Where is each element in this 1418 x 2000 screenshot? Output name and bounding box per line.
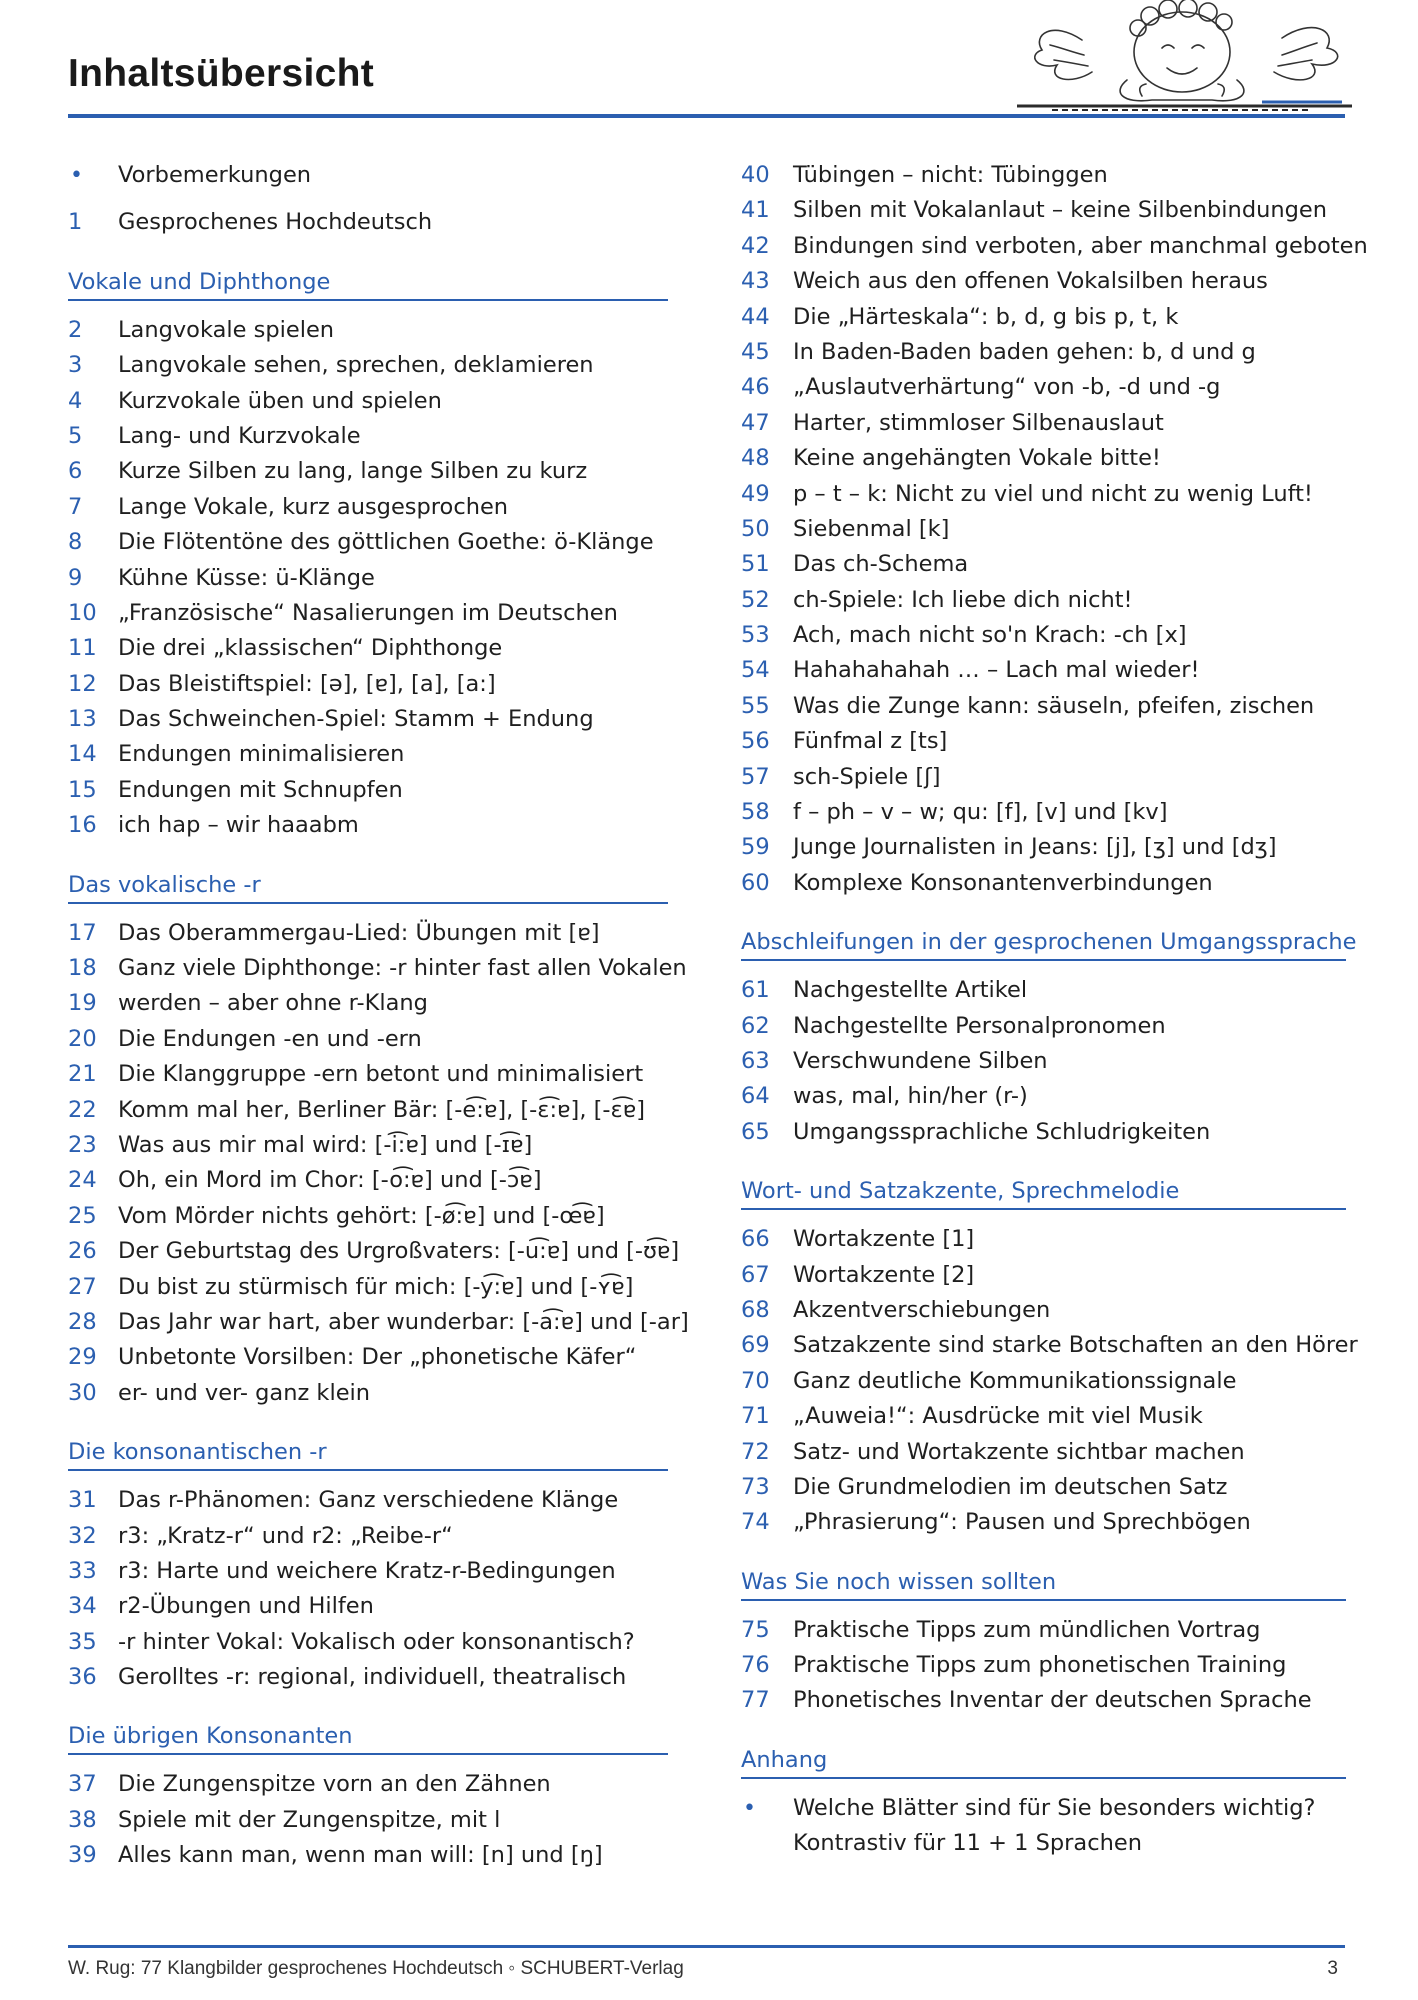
toc-entry-title: ich hap – wir haaabm bbox=[118, 812, 359, 839]
toc-entry[interactable] bbox=[741, 1648, 1346, 1683]
toc-entry-number: 50 bbox=[741, 515, 770, 542]
toc-entry-title: Satzakzente sind starke Botschaften an den Hörer bbox=[793, 1332, 1358, 1359]
toc-entry[interactable] bbox=[68, 667, 668, 702]
toc-entry-title: Gerolltes -r: regional, individuell, theatralisch bbox=[118, 1664, 627, 1691]
toc-entry-title: Vorbemerkungen bbox=[118, 162, 312, 188]
section-heading: Das vokalische -r bbox=[68, 868, 668, 904]
toc-entry[interactable] bbox=[68, 1660, 668, 1695]
angel-mascot-illustration bbox=[1012, 0, 1357, 126]
toc-entry-title: Praktische Tipps zum phonetischen Training bbox=[793, 1652, 1287, 1679]
toc-entry[interactable] bbox=[68, 561, 668, 596]
toc-entry-title: was, mal, hin/her (r-) bbox=[793, 1083, 1028, 1110]
toc-entry-title: ch-Spiele: Ich liebe dich nicht! bbox=[793, 586, 1133, 613]
toc-entry-title: Das ch-Schema bbox=[793, 551, 969, 578]
toc-entry[interactable] bbox=[741, 229, 1368, 264]
toc-entry-title: er- und ver- ganz klein bbox=[118, 1379, 371, 1406]
toc-entry-title: Kurzvokale üben und spielen bbox=[118, 387, 442, 414]
section-heading: Die übrigen Konsonanten bbox=[68, 1719, 668, 1755]
toc-entry[interactable] bbox=[741, 830, 1346, 865]
toc-entry-number: 4 bbox=[68, 387, 83, 414]
toc-entry-title: Wortakzente [1] bbox=[793, 1226, 975, 1253]
toc-entry[interactable] bbox=[741, 1079, 1346, 1114]
section-heading: Vokale und Diphthonge bbox=[68, 265, 668, 301]
toc-entry[interactable] bbox=[68, 313, 668, 348]
toc-entry[interactable] bbox=[741, 1613, 1346, 1648]
toc-entry[interactable] bbox=[741, 370, 1346, 405]
toc-entry-title: r3: „Kratz-r“ und r2: „Reibe-r“ bbox=[118, 1522, 453, 1549]
toc-entry-number: 74 bbox=[741, 1509, 770, 1536]
toc-entry[interactable] bbox=[68, 1234, 680, 1269]
toc-entry-title: Harter, stimmloser Silbenauslaut bbox=[793, 409, 1164, 436]
toc-entry[interactable] bbox=[68, 596, 668, 631]
toc-entry-title: Tübingen – nicht: Tübinggen bbox=[793, 162, 1108, 188]
toc-entry-number: 72 bbox=[741, 1438, 770, 1465]
toc-entry-number: 55 bbox=[741, 692, 770, 719]
toc-right-sections bbox=[741, 925, 1358, 1861]
toc-entry-number: 40 bbox=[741, 162, 770, 188]
toc-entry[interactable] bbox=[68, 1589, 668, 1624]
toc-entry-number: 63 bbox=[741, 1047, 770, 1074]
toc-entry[interactable] bbox=[68, 348, 668, 383]
toc-entry-title: Verschwundene Silben bbox=[793, 1047, 1048, 1074]
toc-entry[interactable] bbox=[741, 1364, 1346, 1399]
toc-entry-number: 6 bbox=[68, 458, 83, 485]
toc-entry-title: Ach, mach nicht so'n Krach: -ch [x] bbox=[793, 622, 1187, 649]
toc-right-column bbox=[741, 158, 1368, 1862]
toc-entry[interactable] bbox=[68, 1093, 668, 1128]
footer-rule bbox=[68, 1945, 1345, 1948]
toc-entry-title: Junge Journalisten in Jeans: [j], [ʒ] und [dʒ] bbox=[793, 834, 1277, 861]
toc-entry[interactable] bbox=[68, 631, 668, 666]
toc-entry-number: 48 bbox=[741, 445, 770, 472]
toc-entry-number: 26 bbox=[68, 1238, 97, 1265]
toc-entry-title: Umgangssprachliche Schludrigkeiten bbox=[793, 1118, 1211, 1145]
toc-entry-number: 9 bbox=[68, 564, 83, 591]
toc-entry[interactable] bbox=[741, 653, 1346, 688]
toc-entry[interactable] bbox=[68, 1305, 689, 1340]
toc-entry-title: Die Zungenspitze vorn an den Zähnen bbox=[118, 1771, 551, 1798]
toc-entry-title: „Auslautverhärtung“ von -b, -d und -g bbox=[793, 374, 1221, 401]
toc-entry-title: Das Oberammergau-Lied: Übungen mit [ɐ] bbox=[118, 919, 600, 946]
toc-entry-number: 47 bbox=[741, 409, 770, 436]
toc-entry[interactable] bbox=[741, 441, 1346, 476]
toc-entry-title: „Französische“ Nasalierungen im Deutschen bbox=[118, 599, 618, 626]
toc-entry-title: „Auweia!“: Ausdrücke mit viel Musik bbox=[793, 1403, 1203, 1430]
toc-entry-number: 49 bbox=[741, 480, 770, 507]
toc-entry[interactable] bbox=[68, 1163, 668, 1198]
toc-entry-number: 34 bbox=[68, 1593, 97, 1620]
toc-entry-title: Langvokale spielen bbox=[118, 316, 335, 343]
toc-entry-number: 46 bbox=[741, 374, 770, 401]
toc-entry-number: 31 bbox=[68, 1487, 97, 1514]
toc-entry-title: Das r-Phänomen: Ganz verschiedene Klänge bbox=[118, 1487, 619, 1514]
toc-entry-number: 62 bbox=[741, 1012, 770, 1039]
toc-entry[interactable] bbox=[741, 300, 1346, 335]
toc-entry-number: 38 bbox=[68, 1806, 97, 1833]
toc-section-list bbox=[741, 1222, 1358, 1541]
toc-entry-title: -r hinter Vokal: Vokalisch oder konsonantisch? bbox=[118, 1628, 635, 1655]
toc-entry-title: Praktische Tipps zum mündlichen Vortrag bbox=[793, 1616, 1261, 1643]
toc-entry[interactable] bbox=[741, 406, 1346, 441]
toc-entry-title: Phonetisches Inventar der deutschen Sprache bbox=[793, 1687, 1312, 1714]
toc-entry-number: 19 bbox=[68, 990, 97, 1017]
toc-entry-number: 23 bbox=[68, 1131, 97, 1158]
toc-entry[interactable] bbox=[741, 264, 1346, 299]
toc-entry-title: Oh, ein Mord im Chor: [-o͡:ɐ] und [-ɔ͡ɐ] bbox=[118, 1167, 542, 1194]
toc-entry[interactable] bbox=[68, 1483, 668, 1518]
toc-entry-number: 12 bbox=[68, 670, 97, 697]
toc-entry-number: 61 bbox=[741, 977, 770, 1004]
toc-entry-number: 20 bbox=[68, 1025, 97, 1052]
toc-entry-number: 65 bbox=[741, 1118, 770, 1145]
toc-entry-title: Alles kann man, wenn man will: [n] und [ŋ] bbox=[118, 1842, 603, 1869]
toc-entry-title: Komplexe Konsonantenverbindungen bbox=[793, 869, 1213, 896]
toc-entry[interactable] bbox=[68, 490, 668, 525]
toc-entry[interactable] bbox=[741, 973, 1346, 1008]
toc-entry-number: 28 bbox=[68, 1308, 97, 1335]
toc-entry[interactable] bbox=[68, 205, 668, 240]
toc-entry-title: f – ph – v – w; qu: [f], [v] und [kv] bbox=[793, 799, 1168, 826]
toc-entry-number: 44 bbox=[741, 303, 770, 330]
toc-entry-number: 64 bbox=[741, 1083, 770, 1110]
toc-entry[interactable] bbox=[741, 1505, 1346, 1540]
toc-entry-number: 76 bbox=[741, 1652, 770, 1679]
toc-entry-number: 66 bbox=[741, 1226, 770, 1253]
toc-entry-title: Nachgestellte Personalpronomen bbox=[793, 1012, 1166, 1039]
toc-entry[interactable] bbox=[741, 477, 1346, 512]
toc-entry-title: Das Bleistiftspiel: [ə], [ɐ], [a], [a:] bbox=[118, 670, 496, 697]
toc-entry-title: werden – aber ohne r-Klang bbox=[118, 990, 428, 1017]
toc-entry[interactable] bbox=[741, 618, 1346, 653]
toc-entry[interactable] bbox=[68, 1767, 668, 1802]
toc-entry-title: Du bist zu stürmisch für mich: [-y͡:ɐ] und [-ʏ͡ɐ] bbox=[118, 1273, 634, 1300]
toc-entry[interactable] bbox=[741, 866, 1346, 901]
toc-entry-number: 8 bbox=[68, 529, 83, 556]
toc-entry-number: 30 bbox=[68, 1379, 97, 1406]
toc-entry-number: 60 bbox=[741, 869, 770, 896]
toc-entry[interactable] bbox=[741, 1470, 1346, 1505]
toc-entry-number: 41 bbox=[741, 197, 770, 224]
section-heading: Anhang bbox=[741, 1743, 1346, 1779]
title-rule bbox=[68, 114, 1345, 118]
footer-citation: W. Rug: 77 Klangbilder gesprochenes Hochdeutsch ◦ SCHUBERT-Verlag bbox=[68, 1958, 684, 1979]
toc-entry[interactable] bbox=[741, 1044, 1346, 1079]
toc-entry-title: Lange Vokale, kurz ausgesprochen bbox=[118, 493, 509, 520]
toc-entry[interactable] bbox=[68, 1554, 668, 1589]
toc-entry[interactable] bbox=[741, 158, 1346, 193]
toc-entry[interactable] bbox=[68, 1199, 668, 1234]
toc-entry[interactable] bbox=[68, 773, 668, 808]
toc-entry-title: Die Endungen -en und -ern bbox=[118, 1025, 422, 1052]
toc-entry-title: Spiele mit der Zungenspitze, mit l bbox=[118, 1806, 501, 1833]
toc-entry-title: Wortakzente [2] bbox=[793, 1261, 975, 1288]
toc-entry-number: 29 bbox=[68, 1344, 97, 1371]
toc-entry-number: 73 bbox=[741, 1473, 770, 1500]
toc-entry[interactable] bbox=[741, 1683, 1346, 1718]
toc-entry-title: Das Schweinchen-Spiel: Stamm + Endung bbox=[118, 706, 594, 733]
toc-entry[interactable] bbox=[741, 512, 1346, 547]
toc-intro-list bbox=[68, 158, 668, 241]
toc-entry[interactable] bbox=[741, 1222, 1346, 1257]
toc-left-column bbox=[68, 158, 689, 1874]
toc-entry[interactable] bbox=[741, 335, 1346, 370]
toc-entry[interactable] bbox=[741, 1435, 1346, 1470]
toc-entry-number: 21 bbox=[68, 1061, 97, 1088]
toc-entry[interactable] bbox=[741, 795, 1346, 830]
toc-section-list bbox=[741, 1613, 1346, 1719]
toc-entry-title: In Baden-Baden baden gehen: b, d und g bbox=[793, 338, 1256, 365]
toc-entry-title: Die Grundmelodien im deutschen Satz bbox=[793, 1473, 1228, 1500]
toc-entry-title: „Phrasierung“: Pausen und Sprechbögen bbox=[793, 1509, 1251, 1536]
toc-entry[interactable] bbox=[68, 702, 668, 737]
toc-entry-title: Fünfmal z [ts] bbox=[793, 728, 948, 755]
toc-entry-number: 25 bbox=[68, 1202, 97, 1229]
toc-entry-title: Unbetonte Vorsilben: Der „phonetische Käfer“ bbox=[118, 1344, 637, 1371]
toc-entry[interactable] bbox=[741, 1791, 1346, 1826]
toc-entry[interactable] bbox=[741, 547, 1346, 582]
toc-section-list bbox=[741, 1791, 1346, 1862]
toc-entry-number: 7 bbox=[68, 493, 83, 520]
toc-section-list bbox=[68, 1483, 668, 1695]
toc-entry[interactable] bbox=[741, 689, 1346, 724]
toc-entry-title: Die „Härteskala“: b, d, g bis p, t, k bbox=[793, 303, 1179, 330]
toc-entry-number: 36 bbox=[68, 1664, 97, 1691]
toc-entry-title: r2-Übungen und Hilfen bbox=[118, 1593, 374, 1620]
toc-entry-number: 52 bbox=[741, 586, 770, 613]
toc-entry-title: Langvokale sehen, sprechen, deklamieren bbox=[118, 352, 594, 379]
toc-entry-title: Lang- und Kurzvokale bbox=[118, 422, 361, 449]
toc-entry-title: Das Jahr war hart, aber wunderbar: [-a͡:ɐ] und [-ar] bbox=[118, 1308, 689, 1335]
toc-entry-number: 45 bbox=[741, 338, 770, 365]
toc-entry-number: 56 bbox=[741, 728, 770, 755]
toc-entry[interactable] bbox=[741, 724, 1346, 759]
toc-entry[interactable] bbox=[741, 1009, 1346, 1044]
toc-entry[interactable] bbox=[68, 808, 668, 843]
toc-bullet: • bbox=[743, 1795, 756, 1821]
toc-entry[interactable] bbox=[68, 986, 668, 1021]
toc-entry-title: Die drei „klassischen“ Diphthonge bbox=[118, 635, 503, 662]
toc-left-sections bbox=[68, 265, 689, 1874]
toc-entry-title: Endungen minimalisieren bbox=[118, 741, 405, 768]
toc-entry-title: Siebenmal [k] bbox=[793, 515, 950, 542]
toc-entry-title: Gesprochenes Hochdeutsch bbox=[118, 209, 433, 236]
toc-entry-number: 75 bbox=[741, 1616, 770, 1643]
toc-entry-title: sch-Spiele [ʃ] bbox=[793, 763, 941, 790]
toc-entry-number: 42 bbox=[741, 232, 770, 259]
toc-entry[interactable] bbox=[741, 1328, 1358, 1363]
toc-entry-number: 24 bbox=[68, 1167, 97, 1194]
toc-entry-number: 5 bbox=[68, 422, 83, 449]
toc-entry-title: Silben mit Vokalanlaut – keine Silbenbindungen bbox=[793, 197, 1328, 224]
toc-entry-title: Was die Zunge kann: säuseln, pfeifen, zischen bbox=[793, 692, 1315, 719]
toc-entry[interactable] bbox=[68, 737, 668, 772]
toc-entry-number: 58 bbox=[741, 799, 770, 826]
toc-entry-title: Ganz deutliche Kommunikationssignale bbox=[793, 1367, 1237, 1394]
toc-entry[interactable] bbox=[68, 916, 668, 951]
section-heading: Abschleifungen in der gesprochenen Umgangssprache bbox=[741, 925, 1346, 961]
toc-entry[interactable] bbox=[68, 1519, 668, 1554]
toc-entry-title: Bindungen sind verboten, aber manchmal geboten bbox=[793, 232, 1368, 259]
toc-entry-number: 13 bbox=[68, 706, 97, 733]
toc-entry[interactable] bbox=[68, 1340, 668, 1375]
toc-entry-title: Was aus mir mal wird: [-i͡:ɐ] und [-ɪ͡ɐ] bbox=[118, 1131, 533, 1158]
toc-entry[interactable] bbox=[68, 454, 668, 489]
toc-entry[interactable] bbox=[68, 1270, 668, 1305]
toc-entry-number: 15 bbox=[68, 776, 97, 803]
section-heading: Die konsonantischen -r bbox=[68, 1435, 668, 1471]
toc-entry-number: 71 bbox=[741, 1403, 770, 1430]
toc-entry-number: 16 bbox=[68, 812, 97, 839]
toc-entry-number: 27 bbox=[68, 1273, 97, 1300]
toc-right-top-list bbox=[741, 158, 1368, 901]
toc-entry-number: 1 bbox=[68, 209, 83, 236]
toc-entry[interactable] bbox=[68, 525, 668, 560]
toc-entry[interactable] bbox=[68, 951, 687, 986]
toc-entry-number: 33 bbox=[68, 1557, 97, 1584]
toc-entry-title: Hahahahahah … – Lach mal wieder! bbox=[793, 657, 1200, 684]
toc-entry-number: 39 bbox=[68, 1842, 97, 1869]
toc-entry-number: 68 bbox=[741, 1296, 770, 1323]
toc-entry[interactable] bbox=[68, 1128, 668, 1163]
toc-entry[interactable] bbox=[68, 1376, 668, 1411]
toc-entry-number: 14 bbox=[68, 741, 97, 768]
toc-entry-title: Welche Blätter sind für Sie besonders wichtig? bbox=[793, 1794, 1316, 1821]
toc-entry-number: 70 bbox=[741, 1367, 770, 1394]
toc-entry-number: 53 bbox=[741, 622, 770, 649]
toc-entry[interactable] bbox=[68, 1838, 668, 1873]
toc-entry-title: r3: Harte und weichere Kratz-r-Bedingungen bbox=[118, 1557, 616, 1584]
toc-entry-number: 59 bbox=[741, 834, 770, 861]
toc-section-list bbox=[68, 916, 689, 1411]
toc-entry-number: 3 bbox=[68, 352, 83, 379]
toc-entry[interactable] bbox=[741, 760, 1346, 795]
toc-entry-title: Vom Mörder nichts gehört: [-ø͡:ɐ] und [-œ͡ɐ] bbox=[118, 1202, 605, 1229]
toc-entry-title: Komm mal her, Berliner Bär: [-e͡:ɐ], [-ɛ͡:ɐ], [-ɛ͡ɐ] bbox=[118, 1096, 645, 1123]
toc-entry[interactable] bbox=[68, 158, 668, 193]
toc-entry-title: Kurze Silben zu lang, lange Silben zu kurz bbox=[118, 458, 588, 485]
toc-entry-number: 18 bbox=[68, 955, 97, 982]
toc-entry-title: p – t – k: Nicht zu viel und nicht zu wenig Luft! bbox=[793, 480, 1313, 507]
toc-entry-title: Endungen mit Schnupfen bbox=[118, 776, 403, 803]
toc-entry-title: Die Klanggruppe -ern betont und minimalisiert bbox=[118, 1061, 644, 1088]
toc-entry[interactable] bbox=[741, 1826, 1346, 1861]
toc-entry[interactable] bbox=[741, 583, 1346, 618]
toc-entry[interactable] bbox=[741, 1293, 1346, 1328]
toc-entry[interactable] bbox=[741, 1115, 1346, 1150]
toc-entry-number: 43 bbox=[741, 268, 770, 295]
toc-section-list bbox=[68, 1767, 668, 1873]
toc-entry-title: Weich aus den offenen Vokalsilben heraus bbox=[793, 268, 1268, 295]
toc-entry[interactable] bbox=[68, 1057, 668, 1092]
toc-entry-title: Kontrastiv für 11 + 1 Sprachen bbox=[793, 1830, 1142, 1857]
toc-entry-title: Ganz viele Diphthonge: -r hinter fast allen Vokalen bbox=[118, 955, 687, 982]
toc-entry-number: 69 bbox=[741, 1332, 770, 1359]
toc-entry-number: 77 bbox=[741, 1687, 770, 1714]
toc-entry-number: 51 bbox=[741, 551, 770, 578]
toc-entry-number: 10 bbox=[68, 599, 97, 626]
toc-entry-number: 17 bbox=[68, 919, 97, 946]
toc-entry-title: Die Flötentöne des göttlichen Goethe: ö-Klänge bbox=[118, 529, 654, 556]
toc-entry[interactable] bbox=[68, 1022, 668, 1057]
toc-entry-number: 67 bbox=[741, 1261, 770, 1288]
toc-entry[interactable] bbox=[68, 419, 668, 454]
toc-entry[interactable] bbox=[68, 1803, 668, 1838]
toc-entry-number: 22 bbox=[68, 1096, 97, 1123]
toc-entry[interactable] bbox=[741, 1399, 1346, 1434]
toc-entry-number: 54 bbox=[741, 657, 770, 684]
page-number: 3 bbox=[1327, 1958, 1338, 1979]
toc-entry-number: 32 bbox=[68, 1522, 97, 1549]
toc-section-list bbox=[741, 973, 1346, 1150]
toc-entry[interactable] bbox=[741, 1258, 1346, 1293]
toc-entry[interactable] bbox=[68, 384, 668, 419]
toc-entry-title: Keine angehängten Vokale bitte! bbox=[793, 445, 1161, 472]
toc-entry-title: Der Geburtstag des Urgroßvaters: [-u͡:ɐ] und [-ʊ͡ɐ] bbox=[118, 1238, 680, 1265]
toc-entry-number: 35 bbox=[68, 1628, 97, 1655]
toc-entry[interactable] bbox=[741, 193, 1346, 228]
toc-entry-title: Satz- und Wortakzente sichtbar machen bbox=[793, 1438, 1245, 1465]
page-title: Inhaltsübersicht bbox=[68, 52, 375, 95]
section-heading: Wort- und Satzakzente, Sprechmelodie bbox=[741, 1174, 1346, 1210]
toc-entry[interactable] bbox=[68, 1625, 668, 1660]
toc-entry-number: 37 bbox=[68, 1771, 97, 1798]
section-heading: Was Sie noch wissen sollten bbox=[741, 1565, 1346, 1601]
toc-bullet: • bbox=[70, 163, 83, 188]
toc-entry-number: 57 bbox=[741, 763, 770, 790]
toc-entry-title: Nachgestellte Artikel bbox=[793, 977, 1028, 1004]
toc-section-list bbox=[68, 313, 668, 844]
toc-entry-title: Kühne Küsse: ü-Klänge bbox=[118, 564, 375, 591]
toc-entry-number: 11 bbox=[68, 635, 97, 662]
toc-entry-title: Akzentverschiebungen bbox=[793, 1296, 1051, 1323]
toc-entry-number: 2 bbox=[68, 316, 83, 343]
